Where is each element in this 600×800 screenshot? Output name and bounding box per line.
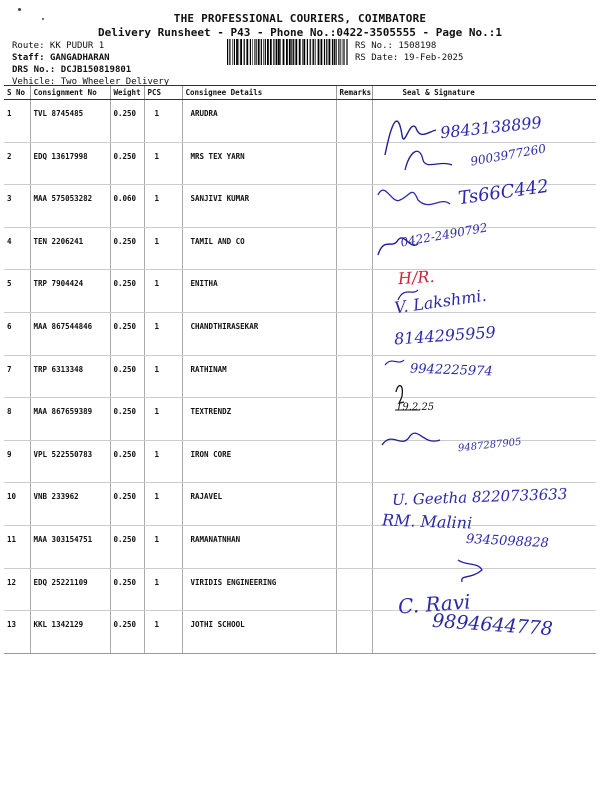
barcode-bar xyxy=(302,39,303,65)
barcode-bar xyxy=(256,39,257,65)
cell-consignee: MRS TEX YARN xyxy=(182,142,336,185)
cell-consignment: MAA 575053282 xyxy=(30,185,110,228)
col-weight: Weight xyxy=(110,86,144,100)
barcode-bar xyxy=(307,39,308,65)
cell-pcs: 1 xyxy=(144,270,182,313)
cell-consignee: ENITHA xyxy=(182,270,336,313)
table-row xyxy=(4,312,596,355)
barcode-bar xyxy=(258,39,260,65)
barcode-bar xyxy=(295,39,297,65)
barcode-bar xyxy=(250,39,251,65)
handwriting-row-13-b: 9894644778 xyxy=(431,609,554,641)
barcode-bar xyxy=(343,39,344,65)
runsheet-meta-left xyxy=(12,40,169,88)
cell-consignee: IRON CORE xyxy=(182,440,336,483)
cell-remarks xyxy=(336,483,372,526)
handwriting-row-4: 0422-2490792 xyxy=(399,220,489,250)
cell-pcs: 1 xyxy=(144,440,182,483)
cell-pcs: 1 xyxy=(144,312,182,355)
cell-pcs: 1 xyxy=(144,611,182,654)
barcode-bar xyxy=(293,39,294,65)
barcode-bar xyxy=(244,39,245,65)
drs-label: DRS No.: xyxy=(12,65,56,75)
barcode-bar xyxy=(340,39,341,65)
cell-consignee: TEXTRENDZ xyxy=(182,398,336,441)
cell-sno: 6 xyxy=(4,312,30,355)
handwriting-row-7: 9942225974 xyxy=(409,361,493,380)
cell-consignee: JOTHI SCHOOL xyxy=(182,611,336,654)
cell-weight: 0.250 xyxy=(110,611,144,654)
cell-weight: 0.250 xyxy=(110,568,144,611)
table-row xyxy=(4,568,596,611)
handwriting-row-8: 19.2.25 xyxy=(396,402,435,413)
barcode-bar xyxy=(240,39,242,65)
handwriting-row-6: 8144295959 xyxy=(393,322,497,349)
barcode-bar xyxy=(312,39,313,65)
cell-weight: 0.250 xyxy=(110,142,144,185)
cell-pcs: 1 xyxy=(144,142,182,185)
barcode-bar xyxy=(236,39,238,65)
barcode-bar xyxy=(315,39,316,65)
barcode-bar xyxy=(239,39,240,65)
cell-signature xyxy=(372,312,596,355)
cell-remarks xyxy=(336,100,372,143)
cell-consignment: VPL 522550783 xyxy=(30,440,110,483)
cell-sno: 1 xyxy=(4,100,30,143)
runsheet-subtitle: Delivery Runsheet - P43 - Phone No.:0422-3505555 - Page No.:1 xyxy=(98,26,502,39)
cell-sno: 8 xyxy=(4,398,30,441)
staff-label: Staff: xyxy=(12,53,45,63)
staff-line xyxy=(12,52,169,64)
cell-consignee: ARUDRA xyxy=(182,100,336,143)
cell-sno: 3 xyxy=(4,185,30,228)
table-row xyxy=(4,398,596,441)
barcode-bar xyxy=(234,39,235,65)
cell-remarks xyxy=(336,312,372,355)
delivery-table-wrap xyxy=(4,85,596,654)
cell-pcs: 1 xyxy=(144,227,182,270)
cell-signature xyxy=(372,525,596,568)
handwriting-row-13-a: C. Ravi xyxy=(397,589,472,619)
scan-speck xyxy=(18,8,21,11)
barcode-bar xyxy=(267,39,269,65)
cell-sno: 13 xyxy=(4,611,30,654)
cell-sno: 11 xyxy=(4,525,30,568)
cell-signature xyxy=(372,611,596,654)
barcode xyxy=(227,39,348,65)
barcode-bar xyxy=(273,39,274,65)
cell-pcs: 1 xyxy=(144,525,182,568)
col-consignee: Consignee Details xyxy=(182,86,336,100)
barcode-bar xyxy=(321,39,323,65)
cell-signature xyxy=(372,568,596,611)
barcode-bar xyxy=(303,39,305,65)
col-consignment: Consignment No xyxy=(30,86,110,100)
cell-sno: 2 xyxy=(4,142,30,185)
cell-remarks xyxy=(336,440,372,483)
cell-weight: 0.250 xyxy=(110,312,144,355)
table-row xyxy=(4,525,596,568)
cell-consignment: TRP 6313348 xyxy=(30,355,110,398)
table-row xyxy=(4,142,596,185)
barcode-bar xyxy=(232,39,233,65)
barcode-bar xyxy=(286,39,288,65)
cell-signature xyxy=(372,440,596,483)
runsheet-meta-right xyxy=(355,40,463,64)
col-remarks: Remarks xyxy=(336,86,372,100)
company-title: THE PROFESSIONAL COURIERS, COIMBATORE xyxy=(173,12,427,25)
handwriting-row-9: 9487287905 xyxy=(457,436,523,455)
cell-remarks xyxy=(336,355,372,398)
barcode-bar xyxy=(289,39,291,65)
cell-consignee: VIRIDIS ENGINEERING xyxy=(182,568,336,611)
cell-consignment: MAA 867544846 xyxy=(30,312,110,355)
barcode-bar xyxy=(334,39,335,65)
cell-pcs: 1 xyxy=(144,568,182,611)
barcode-bar xyxy=(344,39,345,65)
handwriting-row-11-a: RM. Malini xyxy=(381,510,473,533)
cell-sno: 12 xyxy=(4,568,30,611)
cell-sno: 4 xyxy=(4,227,30,270)
cell-weight: 0.250 xyxy=(110,227,144,270)
cell-weight: 0.250 xyxy=(110,355,144,398)
barcode-bar xyxy=(276,39,278,65)
cell-weight: 0.250 xyxy=(110,100,144,143)
col-sno: S No xyxy=(4,86,30,100)
col-signature: Seal & Signature xyxy=(372,86,596,100)
cell-remarks xyxy=(336,611,372,654)
table-row xyxy=(4,100,596,143)
barcode-bar xyxy=(346,39,347,65)
barcode-bar xyxy=(227,39,228,65)
cell-consignment: VNB 233962 xyxy=(30,483,110,526)
handwriting-row-10: U. Geetha 8220733633 xyxy=(391,484,568,510)
cell-pcs: 1 xyxy=(144,355,182,398)
rs-date: RS Date: 19-Feb-2025 xyxy=(355,53,464,63)
cell-signature xyxy=(372,398,596,441)
table-row xyxy=(4,227,596,270)
cell-weight: 0.250 xyxy=(110,270,144,313)
cell-consignment: MAA 303154751 xyxy=(30,525,110,568)
cell-sno: 7 xyxy=(4,355,30,398)
cell-consignee: TAMIL AND CO xyxy=(182,227,336,270)
vehicle-text: Vehicle: Two Wheeler Delivery xyxy=(12,77,170,87)
route-text: Route: KK PUDUR 1 xyxy=(12,41,105,51)
cell-weight: 0.250 xyxy=(110,440,144,483)
cell-consignment: KKL 1342129 xyxy=(30,611,110,654)
barcode-bar xyxy=(336,39,337,65)
cell-remarks xyxy=(336,227,372,270)
cell-sno: 5 xyxy=(4,270,30,313)
cell-signature xyxy=(372,100,596,143)
barcode-bar xyxy=(270,39,272,65)
cell-weight: 0.250 xyxy=(110,398,144,441)
barcode-bar xyxy=(342,39,343,65)
cell-remarks xyxy=(336,142,372,185)
cell-signature xyxy=(372,355,596,398)
barcode-bar xyxy=(263,39,264,65)
handwriting-row-11-b: 9345098828 xyxy=(465,531,550,552)
handwriting-row-5-a: H/R. xyxy=(397,266,436,289)
handwriting-row-2: 9003977260 xyxy=(469,141,547,169)
table-header-row xyxy=(4,86,596,100)
table-row xyxy=(4,440,596,483)
table-row xyxy=(4,185,596,228)
cell-signature xyxy=(372,227,596,270)
cell-sno: 9 xyxy=(4,440,30,483)
cell-signature xyxy=(372,142,596,185)
barcode-bar xyxy=(283,39,285,65)
barcode-bar xyxy=(278,39,280,65)
cell-consignment: EDQ 25221109 xyxy=(30,568,110,611)
table-row xyxy=(4,270,596,313)
cell-remarks xyxy=(336,398,372,441)
cell-consignee: RATHINAM xyxy=(182,355,336,398)
barcode-bar xyxy=(280,39,281,65)
drs-line xyxy=(12,64,169,76)
handwriting-row-5-b: V. Lakshmi. xyxy=(393,285,488,318)
barcode-bar xyxy=(229,39,230,65)
cell-signature xyxy=(372,185,596,228)
drs-number: DCJB150819801 xyxy=(60,65,132,75)
cell-remarks xyxy=(336,568,372,611)
cell-remarks xyxy=(336,270,372,313)
barcode-bar xyxy=(254,39,255,65)
cell-weight: 0.060 xyxy=(110,185,144,228)
cell-consignee: RAJAVEL xyxy=(182,483,336,526)
rs-number: RS No.: 1508198 xyxy=(355,41,437,51)
barcode-bar xyxy=(299,39,301,65)
table-row xyxy=(4,355,596,398)
cell-pcs: 1 xyxy=(144,100,182,143)
barcode-bar xyxy=(261,39,262,65)
barcode-bar xyxy=(326,39,327,65)
cell-consignee: RAMANATNHAN xyxy=(182,525,336,568)
barcode-bar xyxy=(329,39,331,65)
cell-consignee: SANJIVI KUMAR xyxy=(182,185,336,228)
cell-pcs: 1 xyxy=(144,483,182,526)
barcode-bar xyxy=(252,39,253,65)
barcode-bar xyxy=(332,39,333,65)
cell-remarks xyxy=(336,185,372,228)
staff-name: GANGADHARAN xyxy=(49,53,110,63)
barcode-bar xyxy=(291,39,292,65)
barcode-bar xyxy=(324,39,325,65)
cell-sno: 10 xyxy=(4,483,30,526)
handwriting-row-1: 9843138899 xyxy=(439,112,543,143)
cell-signature xyxy=(372,270,596,313)
barcode-bar xyxy=(313,39,314,65)
cell-signature xyxy=(372,483,596,526)
cell-weight: 0.250 xyxy=(110,525,144,568)
col-pcs: PCS xyxy=(144,86,182,100)
barcode-bar xyxy=(310,39,311,65)
table-row xyxy=(4,611,596,654)
barcode-bar xyxy=(265,39,266,65)
cell-consignment: TRP 7904424 xyxy=(30,270,110,313)
barcode-bar xyxy=(246,39,248,65)
cell-weight: 0.250 xyxy=(110,483,144,526)
table-row xyxy=(4,483,596,526)
cell-consignee: CHANDTHIRASEKAR xyxy=(182,312,336,355)
cell-consignment: MAA 867659389 xyxy=(30,398,110,441)
cell-pcs: 1 xyxy=(144,185,182,228)
cell-consignment: TVL 8745485 xyxy=(30,100,110,143)
cell-pcs: 1 xyxy=(144,398,182,441)
cell-remarks xyxy=(336,525,372,568)
cell-consignment: TEN 2206241 xyxy=(30,227,110,270)
cell-consignment: EDQ 13617998 xyxy=(30,142,110,185)
barcode-bar xyxy=(318,39,320,65)
barcode-bar xyxy=(338,39,339,65)
handwriting-row-3: Ts66C442 xyxy=(456,175,550,210)
delivery-table xyxy=(4,85,596,654)
